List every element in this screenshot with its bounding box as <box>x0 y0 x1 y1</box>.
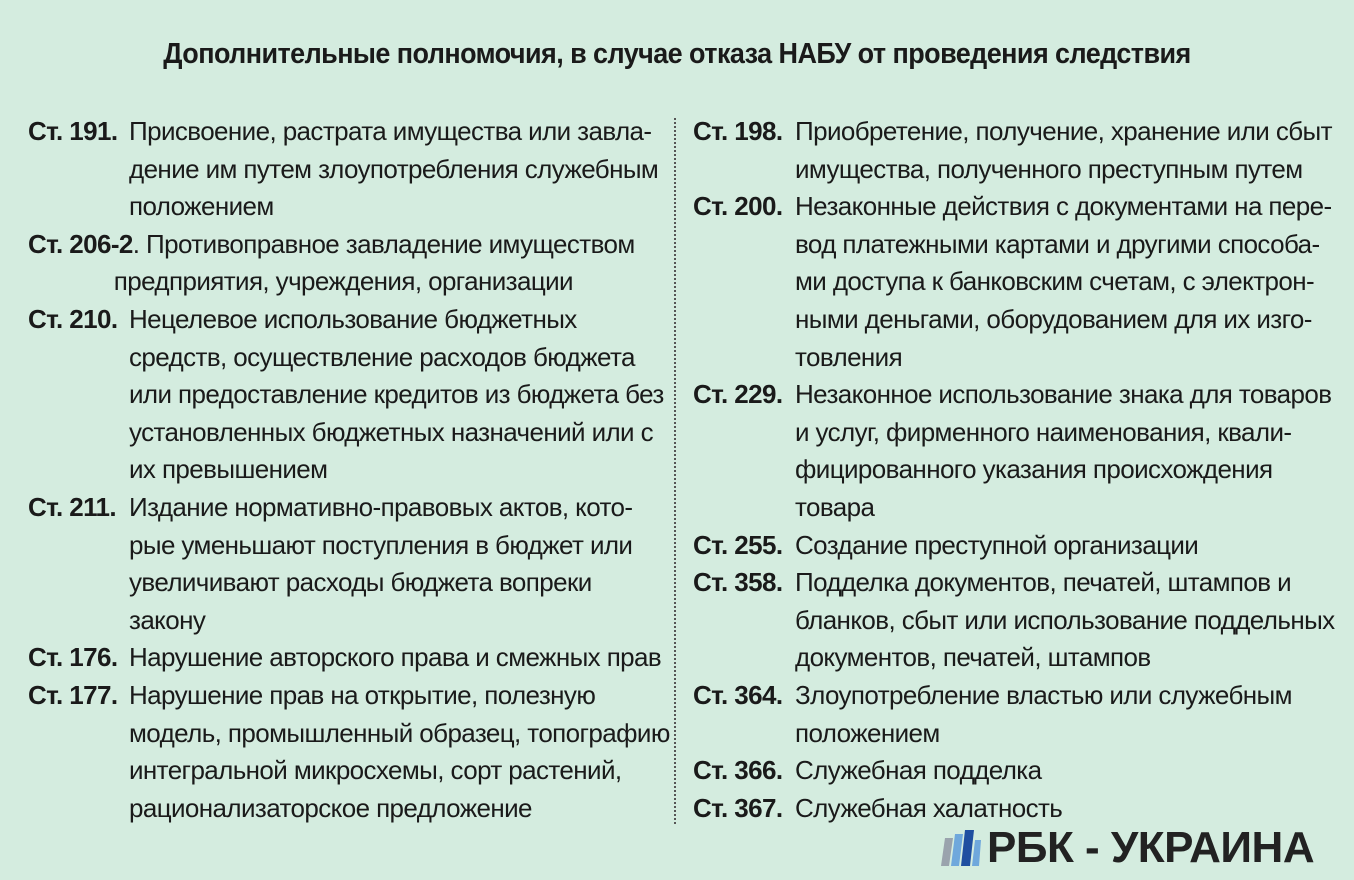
article-entry <box>693 113 1343 188</box>
description-line: фицированного указания происхождения <box>795 454 1273 485</box>
description-line: Нецелевое использование бюджетных <box>129 303 577 334</box>
article-entry <box>693 564 1343 677</box>
article-description <box>795 376 1343 526</box>
article-entry <box>693 677 1343 752</box>
description-line: Подделка документов, печатей, штампов и <box>795 567 1292 598</box>
logo-text: РБК - УКРАИНА <box>987 823 1315 872</box>
article-description <box>795 790 1343 828</box>
article-entry <box>28 677 668 827</box>
article-number: Ст. 229. <box>693 379 783 410</box>
article-number: Ст. 176. <box>28 642 118 673</box>
article-number: Ст. 364. <box>693 679 783 710</box>
description-line: товления <box>795 341 903 372</box>
article-description <box>795 677 1343 752</box>
rbc-logo-icon <box>941 830 981 866</box>
description-line: и услуг, фирменного наименования, квали- <box>795 416 1292 447</box>
article-description <box>129 677 670 827</box>
description-line: увеличивают расходы бюджета вопреки <box>129 567 592 598</box>
article-number: Ст. 210. <box>28 303 118 334</box>
description-line: Незаконные действия с документами на пере- <box>795 191 1332 222</box>
description-line: интегральной микросхемы, сорт растений, <box>129 755 622 786</box>
article-description <box>129 639 668 677</box>
description-line: положением <box>795 717 940 748</box>
article-number: Ст. 367. <box>693 792 783 823</box>
article-number: Ст. 211. <box>28 491 117 522</box>
description-line: Нарушение авторского права и смежных прав <box>129 642 662 673</box>
article-number: Ст. 206-2 <box>28 228 133 259</box>
article-entry <box>28 226 668 301</box>
description-line: закону <box>129 604 206 635</box>
description-line: Приобретение, получение, хранение или сбыт <box>795 116 1332 146</box>
description-line: вод платежными картами и другими способа- <box>795 228 1320 259</box>
description-line: бланков, сбыт или использование поддельных <box>795 604 1335 635</box>
description-line: Злоупотребление властью или служебным <box>795 679 1292 710</box>
article-description <box>795 564 1343 677</box>
article-number: Ст. 358. <box>693 567 783 598</box>
description-line: или предоставление кредитов из бюджета без <box>129 379 664 410</box>
description-line: Незаконное использование знака для товаров <box>795 379 1332 410</box>
description-line: средств, осуществление расходов бюджета <box>129 341 635 372</box>
description-line: товара <box>795 491 875 522</box>
description-line: Присвоение, растрата имущества или завла- <box>129 116 652 146</box>
description-line: Служебная подделка <box>795 755 1042 786</box>
article-entry <box>693 527 1343 565</box>
article-number: Ст. 255. <box>693 529 783 560</box>
description-line: установленных бюджетных назначений или с <box>129 416 654 447</box>
article-description <box>795 527 1343 565</box>
description-line: дение им путем злоупотребления служебным <box>129 153 659 184</box>
description-line: их превышением <box>129 454 328 485</box>
description-line: . Противоправное завладение имуществом <box>132 228 635 259</box>
article-description <box>795 188 1343 376</box>
article-entry <box>693 376 1343 526</box>
article-number: Ст. 177. <box>28 679 118 710</box>
article-description <box>113 226 668 301</box>
right-article-list <box>693 113 1343 827</box>
description-line: документов, печатей, штампов <box>795 642 1151 673</box>
description-line: рые уменьшают поступления в бюджет или <box>129 529 633 560</box>
article-entry <box>28 639 668 677</box>
description-line: модель, промышленный образец, топографию <box>129 717 670 748</box>
column-divider <box>674 118 676 824</box>
description-line: рационализаторское предложение <box>129 792 532 823</box>
article-description <box>795 113 1343 188</box>
article-description <box>129 489 668 639</box>
article-description <box>129 301 668 489</box>
rbc-ukraine-logo <box>941 823 1315 872</box>
description-line: положением <box>129 191 274 222</box>
article-entry <box>28 489 668 639</box>
article-entry <box>28 301 668 489</box>
description-line: имущества, полученного преступным путем <box>795 153 1303 184</box>
article-description <box>795 752 1343 790</box>
description-line: ными деньгами, оборудованием для их изго- <box>795 303 1312 334</box>
description-line: Создание преступной организации <box>795 529 1199 560</box>
description-line: ми доступа к банковским счетам, с электрон- <box>795 266 1315 297</box>
article-description <box>129 113 668 226</box>
article-number: Ст. 191. <box>28 116 118 146</box>
article-entry <box>693 188 1343 376</box>
left-article-list <box>28 113 668 827</box>
description-line: Нарушение прав на открытие, полезную <box>129 679 596 710</box>
description-line: Служебная халатность <box>795 792 1063 823</box>
article-number: Ст. 366. <box>693 755 783 786</box>
article-entry <box>693 790 1343 828</box>
article-entry <box>28 113 668 226</box>
article-number: Ст. 198. <box>693 116 783 146</box>
article-entry <box>693 752 1343 790</box>
description-line: предприятия, учреждения, организации <box>113 266 573 297</box>
page-title: Дополнительные полномочия, в случае отказа НАБУ от проведения следствия <box>163 38 1191 70</box>
description-line: Издание нормативно-правовых актов, кото- <box>129 491 633 522</box>
article-number: Ст. 200. <box>693 191 783 222</box>
